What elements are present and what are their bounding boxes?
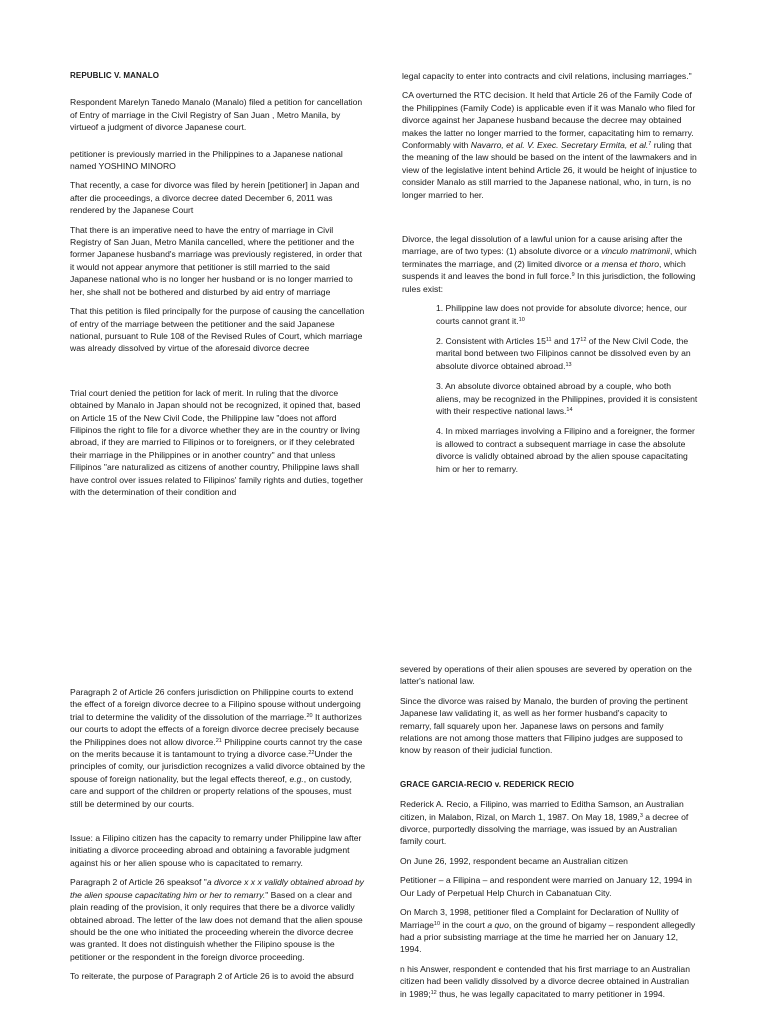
text: a decree of divorce, purportedly dissolving the marriage, was issued by an Australian family court. [400,811,689,847]
paragraph [400,906,696,956]
paragraph: severed by operations of their alien spouses are severed by operation on the latter's national law. [400,664,692,687]
text: 3. An absolute divorce obtained abroad by a couple, who both aliens, may be recognized in the Philippines, provided it is consistent with their respective national laws. [436,381,698,416]
latin-term: vinculo matrimonii [601,246,670,257]
paragraph [400,963,696,1000]
footnote-ref: 9 [571,272,575,279]
text: " Based on a clear and plain reading of the provision, it only requires that there be a divorce validly obtained abroad. The letter of the law does not demand that the alien spouse should be the one who initiated the proceeding wherein the divorce decree was granted. It does not distinguish whether the Filipino spouse is the petitioner or the respondent in the foreign divorce proceeding. [70,889,363,962]
footnote-ref: 12 [430,989,437,996]
text: Rederick A. Recio, a Filipino, was married to Editha Samson, an Australian citizen, in Malabon, Rizal, on March 1, 1987. On May 18, 1989, [400,799,684,822]
paragraph: That this petition is filed principally for the purpose of causing the cancellation of entry of the marriage between the petitioner and the said Japanese national, pursuant to Rule 108 of the Revised Rules of Court, which marriage was already dissolved by virtue of the aforesaid divorce decree [70,306,365,354]
footnote-ref: 7 [648,141,652,148]
text: Under the principles of comity, our jurisdiction recognizes a valid divorce obtained by the spouse of foreign nationality, but the legal effects thereof, [70,749,366,784]
text: n his Answer, respondent e contended that his first marriage to an Australian citizen had been validly dissolved by a divorce decree obtained in Australian in 1989; [400,963,690,999]
latin-term: a mensa et thoro [594,258,659,269]
text: In this jurisdiction, the following rules exist: [402,271,696,294]
text: and 17 [551,335,581,346]
text: Paragraph 2 of Article 26 confers jurisdiction on Philippine courts to extend the effect of a foreign divorce decree to a Filipino spouse without undergoing trial to determine the validity of the dissolution of the marriage. [70,687,361,722]
footnote-ref: 20 [306,712,313,719]
text: 2. Consistent with Articles 15 [436,335,546,346]
text: On March 3, 1998, petitioner filed a Complaint for Declaration of Nullity of Marriage [400,907,679,930]
paragraph: petitioner is previously married in the Philippines to a Japanese national named YOSHINO MINORO [70,148,343,172]
text: CA overturned the RTC decision. It held that Article 26 of the Family Code of the Philippines (Family Code) is applicable even if it was Manalo who filed for divorce against her Japanese husband because the decree may obtained makes the latter no longer married to the former, capacitating him to remarry. Conformably with [402,90,696,151]
left-bottom-column [70,686,366,990]
right-top-column [402,70,698,483]
paragraph [70,686,366,810]
paragraph: On June 26, 1992, respondent became an Australian citizen [400,855,628,866]
paragraph: Trial court denied the petition for lack of merit. In ruling that the divorce obtained by Manalo in Japan should not be recognized, it opined that, based on Article 15 of the New Civil Code, the Philippine law "does not afford Filipinos the right to file for a divorce whether they are in the country or living abroad, if they are married to Filipinos or to foreigners, or if they celebrated their marriage in the Philippines or in another country" and that unless Filipinos "are naturalized as citizens of another country, Philippine laws shall have control over issues related to Filipinos' family rights and duties, together with the determination of their condition and [70,387,364,497]
paragraph [400,798,696,848]
rule-item-2 [436,335,698,372]
quoted-provision: a divorce x x x validly obtained abroad by the alien spouse capacitating him or her to remarry. [70,877,364,900]
text: , on custody, care and support of the children or property relations of the spouses, must still be determined by our courts. [70,773,352,809]
paragraph: Since the divorce was raised by Manalo, the burden of proving the pertinent Japanese law validating it, as well as her former husband's capacity to remarry, fall squarely upon her. Japanese laws on persons and family relations are not among those matters that Filipino judges are supposed to know by reason of their judicial function. [400,695,688,756]
footnote-ref: 3 [639,812,643,819]
footnote-ref: 10 [518,316,525,323]
text: ruling that the meaning of the law should be based on the intent of the lawmakers and in view of the legislative intent behind Article 26, it would be height of injustice to consider Manalo as still married to the Japanese national, who, in turn, is no longer married to her. [402,140,697,200]
paragraph: legal capacity to enter into contracts and civil relations, inclusing marriages." [402,71,692,81]
text: thus, he was legally capacitated to marry petitioner in 1994. [436,988,666,999]
latin-abbrev: e.g. [289,773,304,784]
footnote-ref: 22 [308,750,315,757]
rule-item-1 [436,302,698,327]
left-top-column [70,70,366,505]
paragraph [70,96,366,133]
text: of the New Civil Code, the marital bond between two Filipinos cannot be dissolved even by an absolute divorce obtained abroad. [436,335,691,371]
footnote-ref: 13 [565,361,572,368]
text: It authorizes our courts to adopt the effects of a foreign divorce decree precisely because the Philippines does not allow divorce. [70,711,362,747]
text: , which terminates the marriage, and (2) limited divorce or [402,246,697,269]
text: , which suspends it and leaves the bond in full force. [402,258,686,282]
text: Paragraph 2 of Article 26 speaksof " [70,877,207,888]
footnote-ref: 21 [215,737,222,744]
text: Respondent Marelyn Tanedo Manalo (Manalo) filed a petition for cancellation of Entry of marriage in the Civil Registry of San Juan , Metro Manila, by virtueof a judgment of divorce Japanese court. [70,97,363,133]
paragraph [402,89,698,201]
footnote-ref: 11 [545,336,552,343]
case-heading-garcia-recio: GRACE GARCIA-RECIO v. REDERICK RECIO [400,779,575,789]
footnote-ref: 10 [433,920,441,927]
paragraph: That recently, a case for divorce was filed by herein [petitioner] in Japan and after die proceedings, a divorce decree dated December 6, 2011 was rendered by the Japanese Court [70,180,360,216]
text: , on the ground of bigamy – respondent allegedly had a prior subsisting marriage at the time he married her on January 12, 1994. [400,919,696,955]
text: Philippine courts cannot try the case on the merits because it is tantamount to trying a divorce case. [70,736,363,760]
text: 1. Philippine law does not provide for absolute divorce; hence, our courts cannot grant it. [436,303,687,326]
paragraph: That there is an imperative need to have the entry of marriage in Civil Registry of San Juan, Metro Manila cancelled, where the petitioner and the former Japanese husband's marriage was previously registered, in order that it would not appear anymore that petitioner is still married to the said Japanese national who is no longer her husband or is no longer married to her, she shall not be bothered and disturbed by aid entry of marriage [70,224,363,297]
rule-item-4: 4. In mixed marriages involving a Filipino and a foreigner, the former is allowed to contract a subsequent marriage in case the absolute divorce is validly obtained abroad by the alien spouse capacitating him or her to remarry. [436,426,695,474]
paragraph: To reiterate, the purpose of Paragraph 2 of Article 26 is to avoid the absurd [70,971,354,982]
text: in the court [440,919,488,930]
paragraph-issue: Issue: a Filipino citizen has the capacity to remarry under Philippine law after initiating a divorce proceeding abroad and obtaining a favorable judgment against his or her alien spouse who is capacitated to remarry. [70,833,362,868]
paragraph: Petitioner – a Filipina – and respondent were married on January 12, 1994 in Our Lady of Perpetual Help Church in Cabanatuan City. [400,875,692,898]
latin-term: a quo [487,919,509,930]
case-citation: Navarro, et al. V. Exec. Secretary Ermita, et al. [470,140,649,151]
paragraph [70,876,366,963]
footnote-ref: 12 [580,336,587,343]
paragraph [402,233,698,295]
footnote-ref: 14 [566,406,573,413]
case-heading-republic-v-manalo: REPUBLIC V. MANALO [70,71,160,80]
text: Divorce, the legal dissolution of a lawful union for a cause arising after the marriage, are of two types: (1) absolute divorce or a [402,234,683,257]
rule-item-3 [436,380,698,417]
right-bottom-column [400,663,696,1007]
